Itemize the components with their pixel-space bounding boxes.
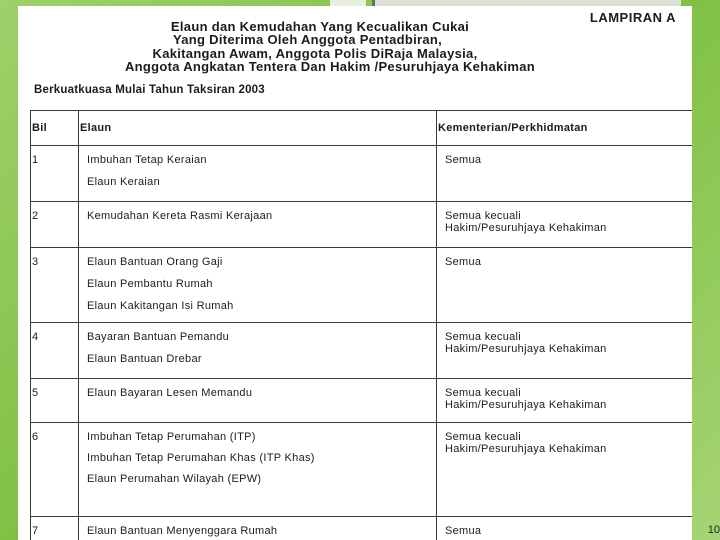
ministry-text: Hakim/Pesuruhjaya Kehakiman <box>445 343 607 355</box>
allowance-item: Elaun Pembantu Rumah <box>87 278 213 290</box>
ministry-text: Semua <box>445 154 482 166</box>
allowance-cell <box>79 248 437 323</box>
allowance-cell <box>79 517 437 540</box>
document-page <box>18 6 692 540</box>
title-line: Elaun dan Kemudahan Yang Kecualikan Cukai <box>170 19 470 34</box>
allowance-cell <box>79 146 437 202</box>
ministry-cell <box>437 517 693 540</box>
ministry-cell <box>437 248 693 323</box>
ministry-text: Hakim/Pesuruhjaya Kehakiman <box>445 399 607 411</box>
ministry-text: Hakim/Pesuruhjaya Kehakiman <box>445 443 607 455</box>
table-header-row <box>31 111 693 146</box>
effective-date-subtitle: Berkuatkuasa Mulai Tahun Taksiran 2003 <box>34 84 265 96</box>
allowance-item: Elaun Bantuan Drebar <box>87 353 202 365</box>
allowance-cell <box>79 202 437 248</box>
ministry-text: Semua <box>445 256 482 268</box>
column-header-bil: Bil <box>31 111 79 146</box>
ministry-text: Semua kecuali <box>445 431 522 443</box>
table-row <box>31 323 693 379</box>
ministry-cell <box>437 323 693 379</box>
row-number: 4 <box>31 323 79 379</box>
row-number: 2 <box>31 202 79 248</box>
ministry-text: Semua <box>445 525 482 537</box>
title-line: Anggota Angkatan Tentera Dan Hakim /Pesuruhjaya Kehakiman <box>124 59 536 75</box>
allowance-item: Bayaran Bantuan Pemandu <box>87 331 230 343</box>
table-row <box>31 379 693 423</box>
ministry-text: Semua kecuali <box>445 331 522 343</box>
page-number: 10 <box>707 524 720 536</box>
title-line: Yang Diterima Oleh Anggota Pentadbiran, <box>172 32 443 48</box>
ministry-cell <box>437 423 693 517</box>
document-title <box>18 20 692 74</box>
ministry-cell <box>437 146 693 202</box>
allowance-item: Elaun Perumahan Wilayah (EPW) <box>87 472 262 485</box>
row-number: 3 <box>31 248 79 323</box>
row-number: 5 <box>31 379 79 423</box>
table-row <box>31 146 693 202</box>
ministry-text: Semua kecuali <box>445 210 522 222</box>
row-number: 7 <box>31 517 79 540</box>
row-number: 1 <box>31 146 79 202</box>
allowance-item: Elaun Bantuan Orang Gaji <box>87 256 223 268</box>
ministry-cell <box>437 202 693 248</box>
allowance-item: Elaun Bayaran Lesen Memandu <box>87 387 253 399</box>
row-number: 6 <box>31 423 79 517</box>
table-row <box>31 202 693 248</box>
allowance-item: Imbuhan Tetap Perumahan Khas (ITP Khas) <box>87 452 315 464</box>
allowance-item: Elaun Bantuan Menyenggara Rumah <box>87 525 278 537</box>
allowance-item: Elaun Kakitangan Isi Rumah <box>87 300 234 312</box>
allowance-table <box>30 110 692 540</box>
ministry-text: Semua kecuali <box>445 387 522 399</box>
column-header-elaun: Elaun <box>79 111 437 146</box>
column-header-kementerian: Kementerian/Perkhidmatan <box>437 111 693 146</box>
allowance-item: Imbuhan Tetap Keraian <box>87 154 207 166</box>
table-row <box>31 423 693 517</box>
title-line: Kakitangan Awam, Anggota Polis DiRaja Malaysia, <box>152 45 478 61</box>
table-row <box>31 517 693 540</box>
ministry-text: Hakim/Pesuruhjaya Kehakiman <box>445 222 607 234</box>
ministry-cell <box>437 379 693 423</box>
allowance-item: Elaun Keraian <box>87 176 161 188</box>
allowance-item: Kemudahan Kereta Rasmi Kerajaan <box>87 210 273 222</box>
lampiran-label: LAMPIRAN A <box>589 10 676 25</box>
allowance-item: Imbuhan Tetap Perumahan (ITP) <box>87 431 256 443</box>
allowance-cell <box>79 323 437 379</box>
table-row <box>31 248 693 323</box>
allowance-cell <box>79 379 437 423</box>
allowance-cell <box>79 423 437 517</box>
